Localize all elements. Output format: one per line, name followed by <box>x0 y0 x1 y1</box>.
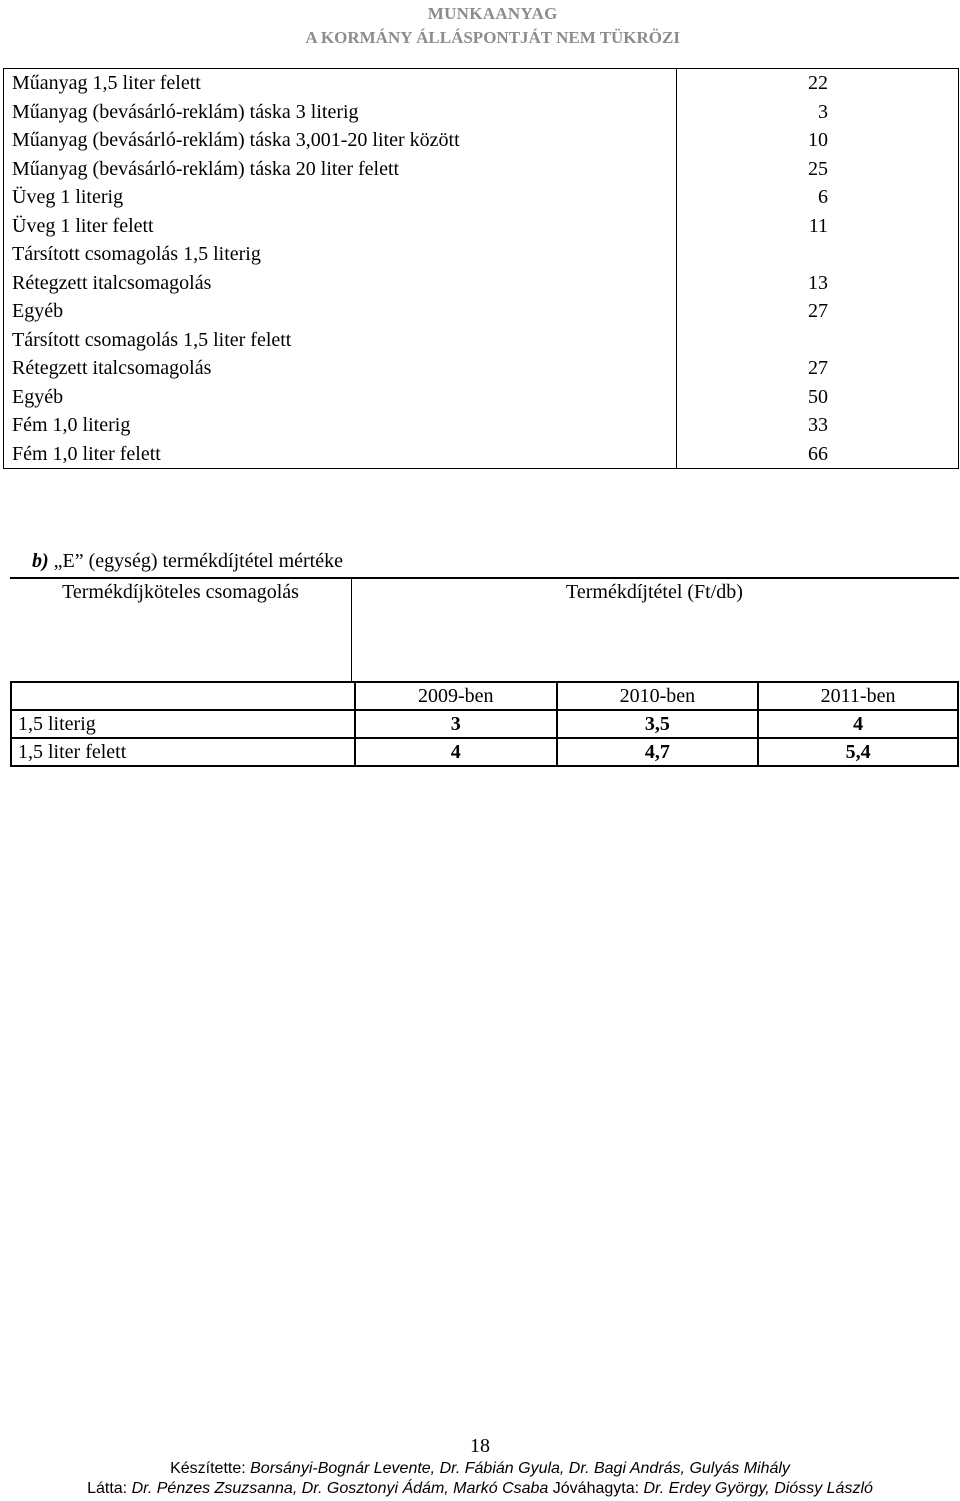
row-label: Társított csomagolás 1,5 liter felett <box>4 326 677 355</box>
row-value: 27 <box>808 357 828 380</box>
row-value: 11 <box>808 214 828 237</box>
footer-label: Készítette: <box>170 1460 251 1477</box>
table-row <box>4 440 959 469</box>
page-number: 18 <box>470 1435 490 1457</box>
row-value: 33 <box>808 414 828 437</box>
footer-label: Jóváhagyta: <box>552 1480 644 1497</box>
row-value: 3 <box>818 100 828 123</box>
col-header-packaging: Termékdíjköteles csomagolás <box>10 579 352 681</box>
row-label: Műanyag (bevásárló-reklám) táska 3 literig <box>4 98 677 127</box>
row-label: Fém 1,0 liter felett <box>4 440 677 469</box>
fee-value: 5,4 <box>758 738 958 766</box>
row-label: Üveg 1 liter felett <box>4 212 677 241</box>
table-row <box>4 297 959 326</box>
row-value: 22 <box>808 72 828 95</box>
fee-value: 4 <box>355 738 557 766</box>
row-label: Társított csomagolás 1,5 literig <box>4 240 677 269</box>
fee-value: 4 <box>758 710 958 738</box>
section-b-text: „E” (egység) termékdíjtétel mértéke <box>48 550 343 572</box>
table-row <box>4 411 959 440</box>
col-header-fee: Termékdíjtétel (Ft/db) <box>566 581 743 603</box>
table-row <box>4 98 959 127</box>
row-value: 27 <box>808 300 828 323</box>
table-row <box>4 155 959 184</box>
row-value: 25 <box>808 157 828 180</box>
row-label: Rétegzett italcsomagolás <box>4 354 677 383</box>
unit-fee-table-header <box>10 577 959 681</box>
footer-names: Borsányi-Bognár Levente, Dr. Fábián Gyula, Dr. Bagi András, Gulyás Mihály <box>250 1460 790 1477</box>
row-value: 6 <box>818 186 828 209</box>
row-label: Fém 1,0 literig <box>4 411 677 440</box>
footer-label: Látta: <box>87 1480 132 1497</box>
footer-prepared-by <box>0 1460 960 1478</box>
table-row <box>4 240 959 269</box>
row-value <box>677 240 959 269</box>
section-b-title <box>32 550 343 573</box>
table-row <box>4 126 959 155</box>
fee-value: 4,7 <box>557 738 759 766</box>
watermark-line1-rest: UNKAANYAG <box>444 4 558 23</box>
table-cell-empty <box>11 682 355 710</box>
footer-approved-by <box>0 1480 960 1498</box>
table-row <box>11 710 958 738</box>
row-label: Egyéb <box>4 383 677 412</box>
table-row <box>4 354 959 383</box>
table-row <box>4 383 959 412</box>
watermark-line2-rest: ORMÁNY ÁLLÁSPONTJÁT NEM TÜKRÖZI <box>334 28 680 47</box>
table-row <box>11 738 958 766</box>
table-row <box>4 212 959 241</box>
table-row <box>4 326 959 355</box>
row-label: Műanyag (bevásárló-reklám) táska 20 liter felett <box>4 155 677 184</box>
draft-watermark <box>305 2 680 50</box>
fee-value: 3 <box>355 710 557 738</box>
table-row <box>4 69 959 98</box>
section-b-marker: b) <box>32 550 49 572</box>
watermark-line2-initial: A K <box>305 28 335 47</box>
footer-names: Dr. Erdey György, Dióssy László <box>643 1480 873 1497</box>
row-value: 10 <box>808 129 828 152</box>
table-row <box>4 183 959 212</box>
watermark-line1-initial: M <box>427 4 445 23</box>
year-header: 2010-ben <box>557 682 759 710</box>
row-label: 1,5 literig <box>11 710 355 738</box>
row-label: Egyéb <box>4 297 677 326</box>
fee-value: 3,5 <box>557 710 759 738</box>
row-value <box>677 326 959 355</box>
table-row-years <box>11 682 958 710</box>
row-label: Műanyag (bevásárló-reklám) táska 3,001-20 liter között <box>4 126 677 155</box>
footer-names: Dr. Pénzes Zsuzsanna, Dr. Gosztonyi Ádám, Markó Csaba <box>131 1480 553 1497</box>
year-header: 2011-ben <box>758 682 958 710</box>
row-value: 66 <box>808 442 828 465</box>
packaging-fee-table <box>3 68 959 469</box>
year-header: 2009-ben <box>355 682 557 710</box>
unit-fee-table <box>10 681 959 767</box>
row-label: 1,5 liter felett <box>11 738 355 766</box>
row-value: 13 <box>808 271 828 294</box>
table-row <box>4 269 959 298</box>
row-label: Rétegzett italcsomagolás <box>4 269 677 298</box>
row-label: Műanyag 1,5 liter felett <box>4 69 677 98</box>
row-value: 50 <box>808 385 828 408</box>
row-label: Üveg 1 literig <box>4 183 677 212</box>
